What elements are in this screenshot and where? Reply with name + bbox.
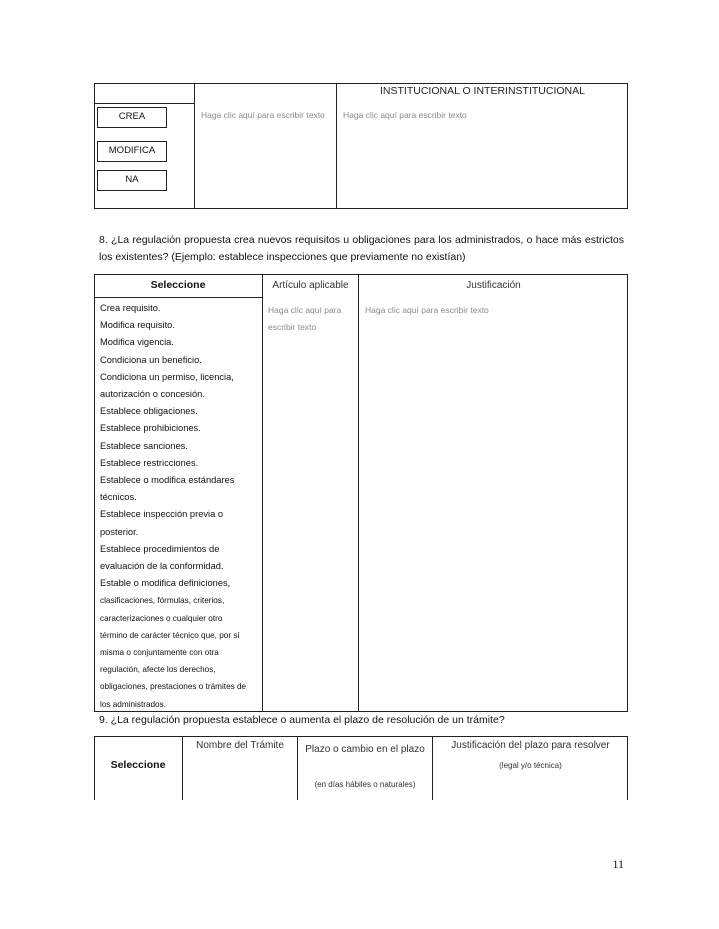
header-seleccione: Seleccione	[150, 279, 206, 291]
list-item[interactable]: evaluación de la conformidad.	[100, 561, 224, 572]
list-item[interactable]: Establece sanciones.	[100, 440, 188, 451]
list-item[interactable]: técnicos.	[100, 492, 137, 503]
header-seleccione: Seleccione	[110, 759, 166, 771]
header-justificacion-note: (legal y/o técnica)	[499, 761, 562, 770]
list-item[interactable]: misma o conjuntamente con otra	[100, 648, 219, 658]
list-item[interactable]: posterior.	[100, 526, 139, 537]
header-nombre-tramite: Nombre del Trámite	[196, 740, 284, 751]
divider	[297, 736, 298, 800]
list-item[interactable]: regulación, afecte los derechos,	[100, 665, 216, 675]
header-justificacion-plazo: Justificación del plazo para resolver	[451, 740, 610, 751]
question-9: 9. ¿La regulación propuesta establece o aumenta el plazo de resolución de un trámite?	[99, 714, 505, 726]
option-crea[interactable]: CREA	[97, 107, 167, 128]
divider	[94, 297, 263, 298]
option-na[interactable]: NA	[97, 170, 167, 191]
list-item[interactable]: Crea requisito.	[100, 303, 161, 313]
list-item[interactable]: los administrados.	[100, 699, 166, 709]
list-item[interactable]: Establece procedimientos de	[100, 543, 220, 554]
options-list	[100, 300, 260, 713]
divider	[94, 103, 195, 104]
list-item[interactable]: Establece restricciones.	[100, 457, 199, 468]
option-modifica[interactable]: MODIFICA	[97, 141, 167, 162]
divider	[358, 274, 359, 712]
text-placeholder[interactable]: Haga clic aquí para escribir texto	[268, 305, 342, 332]
list-item[interactable]: término de carácter técnico que, por sí	[100, 630, 240, 640]
list-item[interactable]: Modifica requisito.	[100, 320, 175, 331]
text-placeholder[interactable]: Haga clic aquí para escribir texto	[365, 305, 489, 315]
list-item[interactable]: autorización o concesión.	[100, 389, 205, 400]
list-item[interactable]: Establece obligaciones.	[100, 406, 198, 417]
divider	[336, 83, 337, 209]
list-item[interactable]: Establece inspección previa o	[100, 509, 223, 520]
header-plazo-note: (en días hábiles o naturales)	[314, 780, 416, 789]
question-8: 8. ¿La regulación propuesta crea nuevos requisitos u obligaciones para los administrados, o hace más estrictos los existentes? (Ejemplo: establece inspecciones que previamente no existían)	[99, 234, 624, 263]
divider	[262, 274, 263, 712]
list-item[interactable]: clasificaciones, fórmulas, criterios,	[100, 596, 225, 606]
list-item[interactable]: Condiciona un beneficio.	[100, 354, 202, 365]
table1-header: INSTITUCIONAL O INTERINSTITUCIONAL	[380, 85, 585, 97]
divider	[194, 83, 195, 209]
list-item[interactable]: obligaciones, prestaciones o trámites de	[100, 682, 247, 692]
text-placeholder[interactable]: Haga clic aquí para escribir texto	[201, 110, 325, 120]
page-number: 11	[612, 857, 624, 871]
header-justificacion: Justificación	[466, 280, 521, 291]
list-item[interactable]: Condiciona un permiso, licencia,	[100, 371, 234, 382]
table-institucional	[94, 83, 628, 209]
header-plazo: Plazo o cambio en el plazo	[305, 744, 425, 755]
list-item[interactable]: Modifica vigencia.	[100, 337, 174, 348]
list-item[interactable]: Establece o modifica estándares	[100, 475, 235, 486]
list-item[interactable]: Estable o modifica definiciones,	[100, 578, 231, 589]
header-articulo: Artículo aplicable	[272, 280, 349, 291]
text-placeholder[interactable]: Haga clic aquí para escribir texto	[343, 110, 467, 120]
list-item[interactable]: caracterizaciones o cualquier otro	[100, 613, 223, 623]
list-item[interactable]: Establece prohibiciones.	[100, 423, 201, 434]
